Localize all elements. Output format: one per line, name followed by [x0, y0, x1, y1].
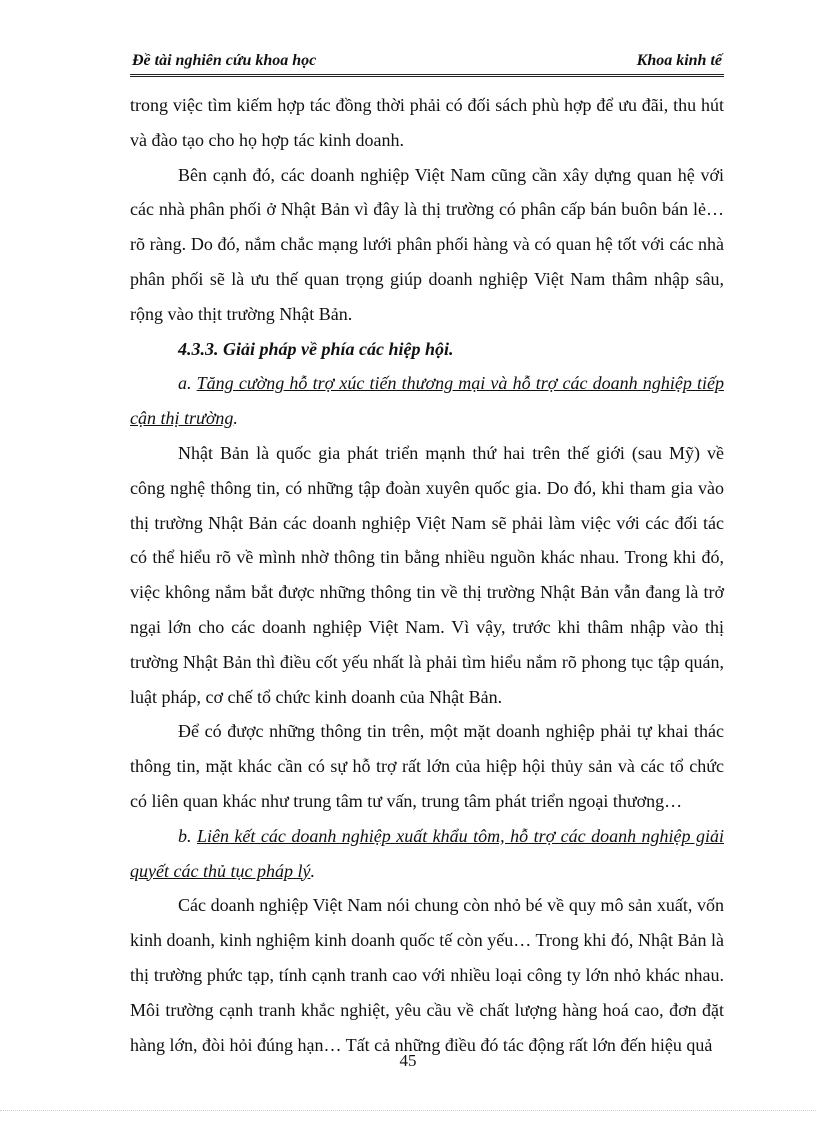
subsection-b-end: . [310, 860, 315, 881]
section-heading: 4.3.3. Giải pháp về phía các hiệp hội. [178, 338, 454, 359]
subsection-a-end: . [233, 408, 238, 429]
page-number: 45 [399, 1051, 417, 1070]
paragraph-information-support: Để có được những thông tin trên, một mặt doanh nghiệp phải tự khai thác thông tin, mặt khác cần có sự hỗ trợ rất lớn của hiệp hội thủy sản và các tổ chức có liên quan khác như trung tâm tư vấn, trung tâm phát triển ngoại thương… [130, 721, 724, 811]
header-faculty: Khoa kinh tế [636, 52, 722, 69]
paragraph-distributors: Bên cạnh đó, các doanh nghiệp Việt Nam cũng cần xây dựng quan hệ với các nhà phân phối ở Nhật Bản vì đây là thị trường có phân cấp bán buôn bán lẻ…rõ ràng. Do đó, nắm chắc mạng lưới phân phối hàng và có quan hệ tốt với các nhà phân phối sẽ là ưu thế quan trọng giúp doanh nghiệp Việt Nam thâm nhập sâu, rộng vào thịt trường Nhật Bản. [130, 164, 724, 324]
subsection-b-prefix: b. [178, 825, 197, 846]
subsection-a-title: Tăng cường hỗ trợ xúc tiến thương mại và hỗ trợ các doanh nghiệp tiếp cận thị trường [130, 373, 724, 429]
paragraph-vietnam-enterprises: Các doanh nghiệp Việt Nam nói chung còn nhỏ bé về quy mô sản xuất, vốn kinh doanh, kinh nghiệm kinh doanh quốc tế còn yếu… Trong khi đó, Nhật Bản là thị trường phức tạp, tính cạnh tranh cao với nhiều loại công ty lớn nhỏ khác nhau. Môi trường cạnh tranh khắc nghiệt, yêu cầu về chất lượng hàng hoá cao, đơn đặt hàng lớn, đòi hỏi đúng hạn… Tất cả những điều đó tác động rất lớn đến hiệu quả [130, 895, 724, 1055]
paragraph-japan-market: Nhật Bản là quốc gia phát triển mạnh thứ hai trên thế giới (sau Mỹ) về công nghệ thông tin, có những tập đoàn xuyên quốc gia. Do đó, khi tham gia vào thị trường Nhật Bản các doanh nghiệp Việt Nam sẽ phải làm việc với các đối tác có thể hiểu rõ về mình nhờ thông tin bằng nhiều nguồn khác nhau. Trong khi đó, việc không nắm bắt được những thông tin về thị trường Nhật Bản vẫn đang là trở ngại lớn cho các doanh nghiệp Việt Nam. Vì vậy, trước khi thâm nhập vào thị trường Nhật Bản thì điều cốt yếu nhất là phải tìm hiểu nắm rõ phong tục tập quán, luật pháp, cơ chế tổ chức kinh doanh của Nhật Bản. [130, 442, 724, 707]
page-header [130, 48, 724, 77]
subsection-a-heading [130, 366, 724, 436]
subsection-a-prefix: a. [178, 373, 197, 394]
subsection-b-heading [130, 819, 724, 889]
page-bottom-divider [0, 1110, 816, 1111]
header-title: Đề tài nghiên cứu khoa học [132, 52, 317, 69]
paragraph-continuation: trong việc tìm kiếm hợp tác đồng thời phải có đối sách phù hợp để ưu đãi, thu hút và đào tạo cho họ hợp tác kinh doanh. [130, 95, 724, 150]
page-body [130, 88, 724, 1062]
subsection-b-title: Liên kết các doanh nghiệp xuất khẩu tôm, hỗ trợ các doanh nghiệp giải quyết các thủ tục pháp lý [130, 825, 725, 881]
